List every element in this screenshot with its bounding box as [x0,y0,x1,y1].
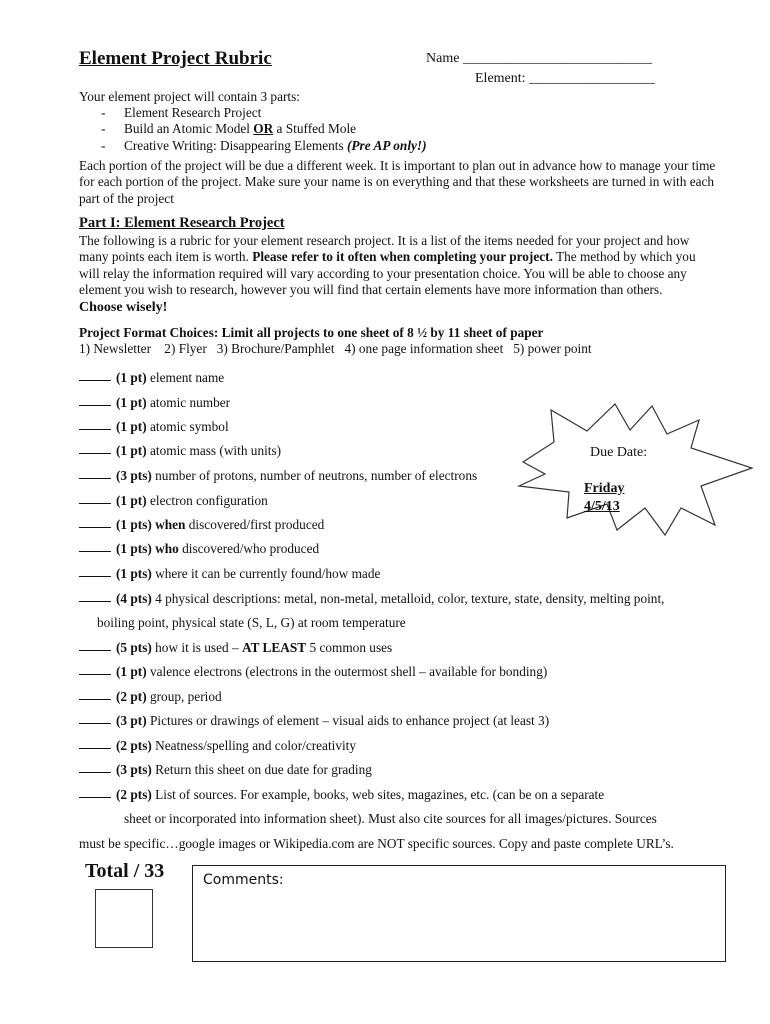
text-run: Build an Atomic Model [124,121,254,137]
emphasis: OR [253,121,274,137]
rubric-item [79,713,549,729]
rubric-item [79,762,372,778]
format-choices: 1) Newsletter 2) Flyer 3) Brochure/Pamphlet 4) one page information sheet 5) power point [79,341,592,356]
score-blank[interactable] [79,380,111,381]
item-text: element name [146,370,225,385]
text-run: Creative Writing: Disappearing Elements [124,137,347,153]
rubric-item [79,468,477,484]
points-label: (1 pt) [116,370,147,385]
points-label: (2 pt) [116,689,147,704]
due-date-starburst [515,400,755,545]
points-label: (1 pt) [116,443,147,458]
item-text: Neatness/spelling and color/creativity [151,738,357,753]
score-blank[interactable] [79,478,111,479]
rubric-item [79,664,547,680]
score-blank[interactable] [79,527,111,528]
score-blank[interactable] [79,748,111,749]
emphasis: AT LEAST [241,640,307,655]
rubric-item [79,787,604,803]
points-label: (3 pts) [116,468,152,483]
part1-paragraph [79,233,704,316]
points-label: (5 pts) [116,640,152,655]
emphasis: when [151,517,186,532]
due-date: 4/5/13 [584,499,620,514]
intro-paragraph: Each portion of the project will be due a different week. It is important to plan out in advance how to manage your time for each portion of the project. Make sure your name is on everything and that these worksheets are turned in with each part of the project [79,158,716,206]
points-label: (1 pt) [116,664,147,679]
score-blank[interactable] [79,601,111,602]
rubric-item [79,738,356,754]
rubric-item [79,640,392,656]
item-text: 4 physical descriptions: metal, non-metal, metalloid, color, texture, state, density, melting point, [151,591,665,606]
score-blank[interactable] [79,772,111,773]
item-text: 5 common uses [306,640,393,655]
rubric-item [79,493,268,509]
item-text: atomic symbol [146,419,229,434]
rubric-item [79,541,319,557]
intro-lead: Your element project will contain 3 parts: [79,89,300,104]
list-item [101,105,427,121]
points-label: (3 pt) [116,713,147,728]
score-blank[interactable] [79,723,111,724]
continuation-text: must be specific…google images or Wikipedia.com are NOT specific sources. Copy and paste complete URL’s. [79,836,674,851]
starburst-shape [519,404,752,535]
score-blank[interactable] [79,429,111,430]
score-blank[interactable] [79,576,111,577]
comments-box[interactable] [192,865,726,962]
score-blank[interactable] [79,503,111,504]
item-text: discovered/who produced [178,541,320,556]
rubric-item [79,419,229,435]
item-text: discovered/first produced [185,517,325,532]
continuation-text: boiling point, physical state (S, L, G) at room temperature [97,615,406,630]
item-text: valence electrons (electrons in the outermost shell – available for bonding) [146,664,548,679]
points-label: (2 pts) [116,738,152,753]
score-blank[interactable] [79,674,111,675]
text-run: a Stuffed Mole [273,121,357,137]
emphasis: Choose wisely! [79,299,168,315]
rubric-item [79,566,380,582]
element-field[interactable]: Element: __________________ [475,71,656,86]
points-label: (1 pts) [116,541,152,556]
section-heading: Part I: Element Research Project [79,215,285,231]
item-text: electron configuration [146,493,268,508]
list-item [101,138,427,154]
due-date-label: Due Date: [590,445,648,460]
due-day: Friday [584,481,625,496]
page-title: Element Project Rubric [79,48,272,69]
format-heading: Project Format Choices: Limit all projects to one sheet of 8 ½ by 11 sheet of paper [79,325,544,340]
score-blank[interactable] [79,405,111,406]
item-text: atomic mass (with units) [146,443,282,458]
rubric-item [79,370,224,386]
item-text: group, period [146,689,222,704]
item-text: Return this sheet on due date for grading [151,762,372,777]
points-label: (3 pts) [116,762,152,777]
item-text: List of sources. For example, books, web sites, magazines, etc. (can be on a separate [151,787,605,802]
points-label: (1 pt) [116,493,147,508]
emphasis: (Pre AP only!) [347,137,427,153]
text-run: The following is a rubric for your element research project. It is a list of the items needed for your project and how many points each item is worth. [79,233,690,265]
score-blank[interactable] [79,797,111,798]
points-label: (1 pt) [116,419,147,434]
emphasis: Please refer to it often when completing your project. [252,249,553,265]
emphasis: who [151,541,179,556]
dash: - [101,105,106,120]
comments-label: Comments: [203,872,284,888]
dash: - [101,121,106,137]
score-box[interactable] [95,889,153,948]
continuation-text: sheet or incorporated into information sheet). Must also cite sources for all images/pictures. Sources [124,811,657,826]
text-run: The method by which you will relay the information required will vary according to your presentation choice. You will be able to choose any element you wish to research, however you will find that certain elements have more information than others. [79,249,696,298]
score-blank[interactable] [79,453,111,454]
points-label: (2 pts) [116,787,152,802]
score-blank[interactable] [79,551,111,552]
dash: - [101,137,106,153]
list-item-text [124,138,427,154]
score-blank[interactable] [79,650,111,651]
rubric-item [79,689,222,705]
item-text: where it can be currently found/how made [151,566,381,581]
name-field[interactable]: Name ___________________________ [426,51,652,66]
project-parts-list [101,105,427,154]
rubric-item [79,517,324,533]
list-item [101,121,427,137]
list-item-text [124,121,356,137]
points-label: (1 pts) [116,517,152,532]
item-text: Pictures or drawings of element – visual aids to enhance project (at least 3) [146,713,550,728]
item-text: how it is used – [151,640,242,655]
points-label: (4 pts) [116,591,152,606]
item-text: atomic number [146,395,231,410]
item-text: number of protons, number of neutrons, number of electrons [151,468,478,483]
rubric-item [79,443,281,459]
score-blank[interactable] [79,699,111,700]
points-label: (1 pt) [116,395,147,410]
rubric-item [79,395,230,411]
points-label: (1 pts) [116,566,152,581]
list-item-text: Element Research Project [124,105,262,120]
total-score-label: Total / 33 [85,860,165,882]
rubric-item [79,591,664,607]
